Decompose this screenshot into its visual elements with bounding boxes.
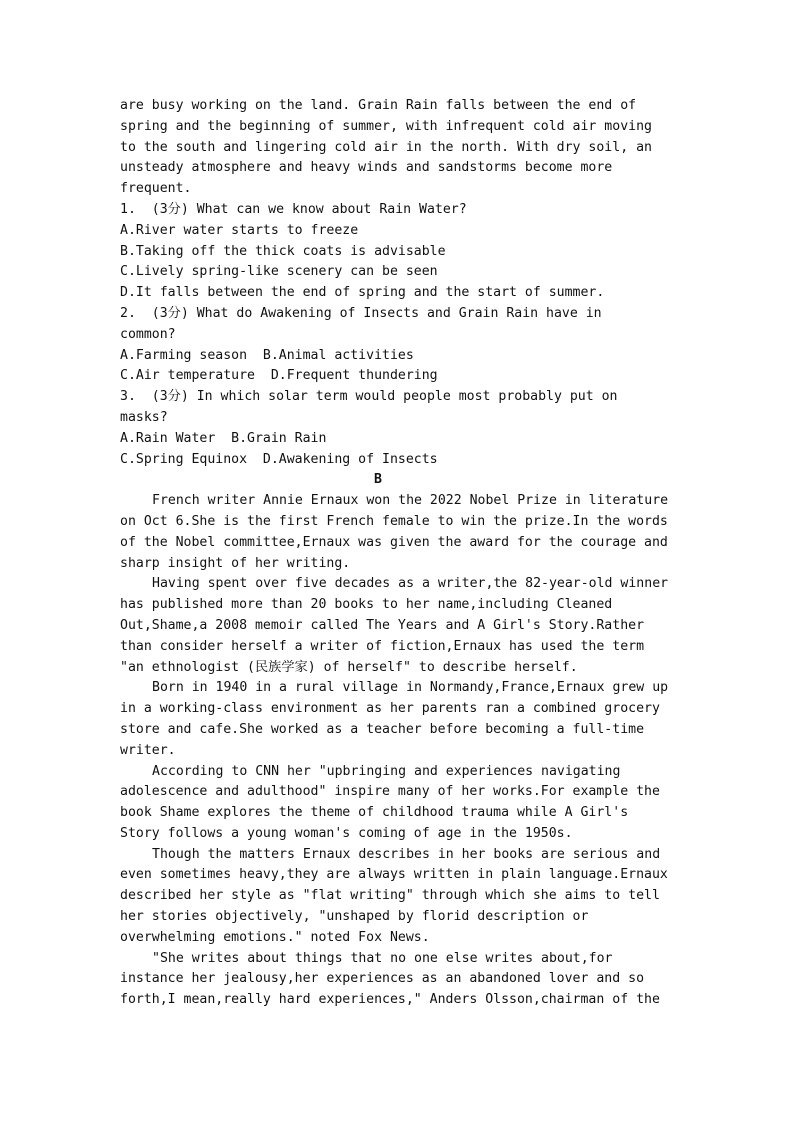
text-line: frequent. xyxy=(120,181,192,197)
question-stem: 1. (3分) What can we know about Rain Water? xyxy=(120,201,467,217)
text-line: instance her jealousy,her experiences as an abandoned lover and so xyxy=(120,971,645,987)
text-line: store and cafe.She worked as a teacher before becoming a full-time xyxy=(120,721,645,737)
text-line: her stories objectively, "unshaped by florid description or xyxy=(120,909,589,925)
question-1 xyxy=(120,200,680,304)
answer-option: B.Taking off the thick coats is advisable xyxy=(120,243,446,259)
text-line: of the Nobel committee,Ernaux was given the award for the courage and xyxy=(120,534,668,550)
text-line: are busy working on the land. Grain Rain falls between the end of xyxy=(120,98,637,113)
text-line: spring and the beginning of summer, with infrequent cold air moving xyxy=(120,118,652,134)
question-stem: common? xyxy=(120,326,176,342)
text-line: overwhelming emotions." noted Fox News. xyxy=(120,929,430,945)
text-line: sharp insight of her writing. xyxy=(120,555,351,571)
text-line: Born in 1940 in a rural village in Normandy,France,Ernaux grew up xyxy=(152,680,669,696)
text-line: in a working-class environment as her parents ran a combined grocery xyxy=(120,701,660,717)
text-line: Though the matters Ernaux describes in her books are serious and xyxy=(152,846,661,862)
text-line: has published more than 20 books to her name,including Cleaned xyxy=(120,597,613,613)
answer-option: C.Lively spring-like scenery can be seen xyxy=(120,264,438,280)
answer-option: D.It falls between the end of spring and the start of summer. xyxy=(120,285,605,301)
text-line: book Shame explores the theme of childhood trauma while A Girl's xyxy=(120,805,629,821)
text-line: adolescence and adulthood" inspire many of her works.For example the xyxy=(120,784,660,800)
text-line: than consider herself a writer of fiction,Ernaux has used the term xyxy=(120,638,645,654)
text-line: French writer Annie Ernaux won the 2022 Nobel Prize in literature xyxy=(152,493,669,509)
passage-paragraph xyxy=(120,845,680,949)
intro-passage xyxy=(120,96,680,200)
answer-option: A.River water starts to freeze xyxy=(120,222,359,238)
text-line: "She writes about things that no one else writes about,for xyxy=(152,950,613,966)
answer-option: A.Farming season B.Animal activities xyxy=(120,347,414,363)
passage-paragraph xyxy=(120,574,680,678)
question-stem: 3. (3分) In which solar term would people most probably put on xyxy=(120,389,618,405)
document-page xyxy=(120,96,680,1011)
question-stem: masks? xyxy=(120,409,168,425)
text-line: According to CNN her "upbringing and experiences navigating xyxy=(152,763,621,779)
question-3 xyxy=(120,387,680,470)
text-line: described her style as "flat writing" through which she aims to tell xyxy=(120,888,660,904)
text-line: "an ethnologist (民族学家) of herself" to describe herself. xyxy=(120,659,578,675)
text-line: even sometimes heavy,they are always written in plain language.Ernaux xyxy=(120,867,668,883)
text-line: on Oct 6.She is the first French female to win the prize.In the words xyxy=(120,513,668,529)
text-line: Out,Shame,a 2008 memoir called The Years and A Girl's Story.Rather xyxy=(120,617,645,633)
section-heading: B xyxy=(374,472,382,488)
passage-paragraph xyxy=(120,762,680,845)
text-line: writer. xyxy=(120,742,176,758)
question-stem: 2. (3分) What do Awakening of Insects and Grain Rain have in xyxy=(120,305,602,321)
text-line: Story follows a young woman's coming of age in the 1950s. xyxy=(120,825,573,841)
answer-option: C.Air temperature D.Frequent thundering xyxy=(120,368,438,384)
text-line: forth,I mean,really hard experiences," Anders Olsson,chairman of the xyxy=(120,992,660,1008)
passage-paragraph xyxy=(120,678,680,761)
answer-option: A.Rain Water B.Grain Rain xyxy=(120,430,327,446)
question-2 xyxy=(120,304,680,387)
text-line: to the south and lingering cold air in the north. With dry soil, an xyxy=(120,139,652,155)
passage-paragraph xyxy=(120,949,680,1011)
passage-paragraph xyxy=(120,491,680,574)
answer-option: C.Spring Equinox D.Awakening of Insects xyxy=(120,451,438,467)
text-line: unsteady atmosphere and heavy winds and sandstorms become more xyxy=(120,160,613,176)
text-line: Having spent over five decades as a writer,the 82-year-old winner xyxy=(152,576,669,592)
